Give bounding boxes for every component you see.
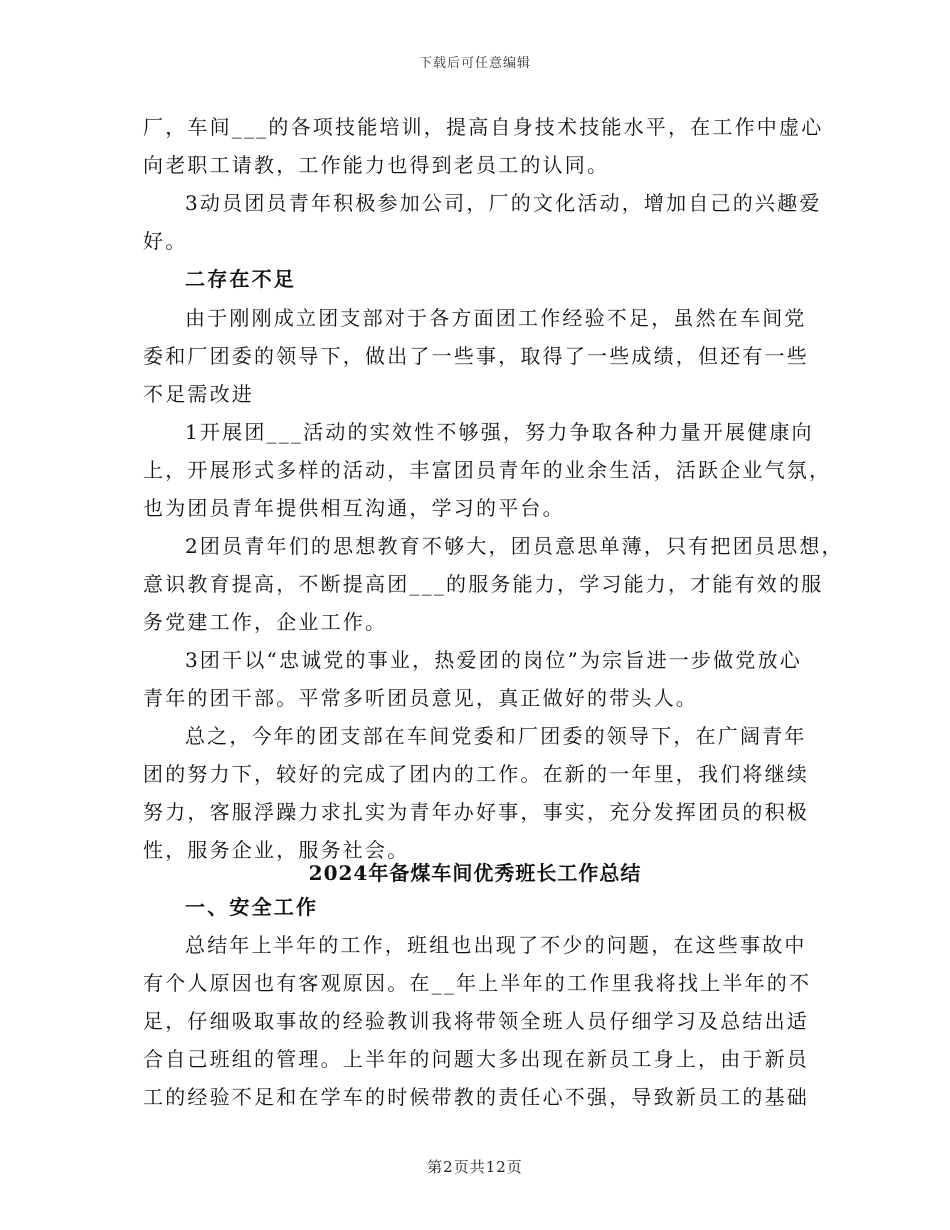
header-note: 下载后可任意编辑: [418, 56, 531, 71]
paragraph-line: 委和厂团委的领导下，做出了一些事，取得了一些成绩，但还有一些: [143, 344, 809, 368]
paragraph-line: 有个人原因也有客观原因。在__年上半年的工作里我将找上半年的不: [143, 971, 812, 995]
paragraph-line: 1开展团___活动的实效性不够强，努力争取各种力量开展健康向: [185, 420, 814, 444]
paragraph-line: 向老职工请教，工作能力也得到老员工的认同。: [143, 153, 610, 177]
paragraph-line: 由于刚刚成立团支部对于各方面团工作经验不足，虽然在车间党: [185, 306, 807, 330]
paragraph-line: 2团员青年们的思想教育不够大，团员意思单薄，只有把团员思想，: [185, 534, 844, 558]
page-number: 第2页共12页: [427, 1158, 523, 1176]
paragraph-line: 青年的团干部。平常多听团员意见，真正做好的带头人。: [143, 686, 698, 710]
paragraph-line: 努力，客服浮躁力求扎实为青年办好事，事实，充分发挥团员的积极: [143, 800, 809, 824]
paragraph-line: 总结年上半年的工作，班组也出现了不少的问题，在这些事故中: [185, 933, 807, 957]
paragraph-line: 务党建工作，企业工作。: [143, 610, 388, 634]
document-title: 2024年备煤车间优秀班长工作总结: [308, 861, 642, 885]
section-heading: 二存在不足: [185, 267, 296, 291]
paragraph-line: 工的经验不足和在学车的时候带教的责任心不强，导致新员工的基础: [143, 1085, 809, 1109]
section-heading: 一、安全工作: [185, 895, 319, 919]
paragraph-line: 总之，今年的团支部在车间党委和厂团委的领导下，在广阔青年: [185, 724, 807, 748]
paragraph-line: 不足需改进: [143, 382, 254, 406]
paragraph-line: 合自己班组的管理。上半年的问题大多出现在新员工身上，由于新员: [143, 1047, 809, 1071]
paragraph-line: 性，服务企业，服务社会。: [143, 838, 410, 862]
paragraph-line: 3动员团员青年积极参加公司，厂的文化活动，增加自己的兴趣爱: [185, 191, 822, 215]
paragraph-line: 上，开展形式多样的活动，丰富团员青年的业余生活，活跃企业气氛，: [143, 458, 832, 482]
paragraph-line: 足，仔细吸取事故的经验教训我将带领全班人员仔细学习及总结出适: [143, 1009, 809, 1033]
paragraph-line: 厂，车间___的各项技能培训，提高自身技术技能水平，在工作中虚心: [143, 115, 824, 139]
paragraph-line: 意识教育提高，不断提高团___的服务能力，学习能力，才能有效的服: [143, 572, 824, 596]
paragraph-line: 好。: [143, 229, 188, 253]
paragraph-line: 也为团员青年提供相互沟通，学习的平台。: [143, 496, 565, 520]
paragraph-line: 团的努力下，较好的完成了团内的工作。在新的一年里，我们将继续: [143, 762, 809, 786]
paragraph-line: 3团干以“忠诚党的事业，热爱团的岗位”为宗旨进一步做党放心: [185, 648, 802, 672]
